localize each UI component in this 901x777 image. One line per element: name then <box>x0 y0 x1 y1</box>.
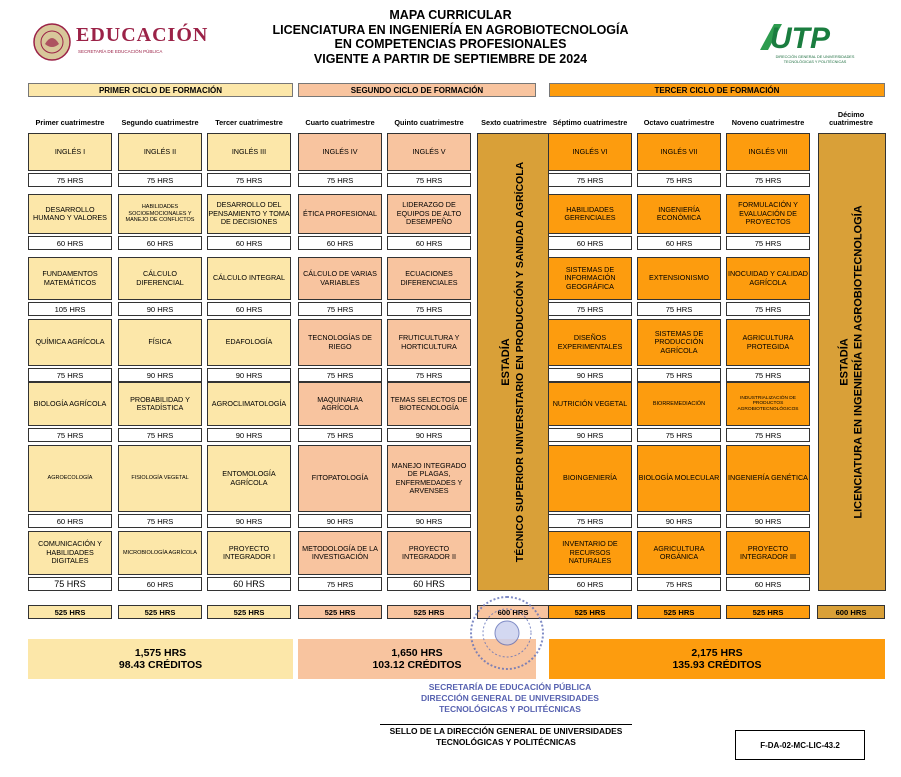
course-box: BIOINGENIERÍA <box>548 445 632 512</box>
stamp-line-1: SECRETARÍA DE EDUCACIÓN PÚBLICA <box>428 682 592 692</box>
course-box: LIDERAZGO DE EQUIPOS DE ALTO DESEMPEÑO <box>387 194 471 234</box>
course-hours: 75 HRS <box>548 514 632 528</box>
cycle-1-hours: 1,575 HRS <box>134 647 187 659</box>
course-box: INGLÉS II <box>118 133 202 171</box>
course-hours: 75 HRS <box>637 577 721 591</box>
course-hours: 60 HRS <box>28 514 112 528</box>
estadia-sixth-text: TÉCNICO SUPERIOR UNIVERSITARIO EN PRODUCCIÓN Y SANIDAD AGRÍCOLA <box>514 161 526 563</box>
course-hours: 75 HRS <box>207 173 291 187</box>
course-box: DESARROLLO HUMANO Y VALORES <box>28 194 112 234</box>
course-box: MANEJO INTEGRADO DE PLAGAS, ENFERMEDADES Y ARVENSES <box>387 445 471 512</box>
course-box: EXTENSIONISMO <box>637 257 721 300</box>
course-box: CÁLCULO INTEGRAL <box>207 257 291 300</box>
course-box: ENTOMOLOGÍA AGRÍCOLA <box>207 445 291 512</box>
cycle-3-hours: 2,175 HRS <box>691 647 743 659</box>
total-col-4: 525 HRS <box>298 605 382 619</box>
course-hours: 60 HRS <box>387 577 471 591</box>
utp-logo-subtext: DIRECCIÓN GENERAL DE UNIVERSIDADES TECNOLÓGICAS Y POLITÉCNICAS <box>775 55 855 64</box>
course-hours: 105 HRS <box>28 302 112 316</box>
course-hours: 60 HRS <box>548 577 632 591</box>
course-box: FRUTICULTURA Y HORTICULTURA <box>387 319 471 366</box>
course-hours: 60 HRS <box>298 236 382 250</box>
total-col-8: 525 HRS <box>637 605 721 619</box>
course-hours: 90 HRS <box>207 368 291 382</box>
course-box: INGLÉS VII <box>637 133 721 171</box>
course-box: QUÍMICA AGRÍCOLA <box>28 319 112 366</box>
course-box: CÁLCULO DE VARIAS VARIABLES <box>298 257 382 300</box>
cycle-3-header: TERCER CICLO DE FORMACIÓN <box>549 83 885 97</box>
cycle-2-credits: 103.12 CRÉDITOS <box>372 659 462 671</box>
total-col-1: 525 HRS <box>28 605 112 619</box>
course-hours: 60 HRS <box>726 577 810 591</box>
course-box: INGLÉS I <box>28 133 112 171</box>
total-col-10: 600 HRS <box>817 605 885 619</box>
course-hours: 75 HRS <box>298 428 382 442</box>
course-box: ÉTICA PROFESIONAL <box>298 194 382 234</box>
course-box: PROYECTO INTEGRADOR II <box>387 531 471 575</box>
col-header-3: Tercer cuatrimestre <box>215 118 283 127</box>
course-box: TECNOLOGÍAS DE RIEGO <box>298 319 382 366</box>
document-code: F-DA-02-MC-LIC-43.2 <box>735 730 865 760</box>
col-header-8: Octavo cuatrimestre <box>643 118 715 127</box>
course-hours: 90 HRS <box>726 514 810 528</box>
estadia-tenth-text: LICENCIATURA EN INGENIERÍA EN AGROBIOTECNOLOGÍA <box>853 205 865 519</box>
page-title <box>230 8 671 66</box>
sep-logo <box>32 22 209 66</box>
total-col-5: 525 HRS <box>387 605 471 619</box>
course-box: AGROECOLOGÍA <box>28 445 112 512</box>
stamp-emblem-icon <box>472 598 542 668</box>
col-header-9: Noveno cuatrimestre <box>731 118 805 127</box>
course-box: FISIOLOGÍA VEGETAL <box>118 445 202 512</box>
course-hours: 75 HRS <box>637 173 721 187</box>
estadia-tenth <box>818 133 886 591</box>
total-col-2: 525 HRS <box>118 605 202 619</box>
course-box: DESARROLLO DEL PENSAMIENTO Y TOMA DE DECISIONES <box>207 194 291 234</box>
course-hours: 60 HRS <box>637 236 721 250</box>
course-box: INGLÉS V <box>387 133 471 171</box>
course-box: ECUACIONES DIFERENCIALES <box>387 257 471 300</box>
total-col-6: 600 HRS <box>477 605 549 619</box>
stamp-line-2: DIRECCIÓN GENERAL DE UNIVERSIDADES <box>421 693 599 703</box>
course-box: AGRICULTURA PROTEGIDA <box>726 319 810 366</box>
course-hours: 60 HRS <box>387 236 471 250</box>
course-box: INGLÉS IV <box>298 133 382 171</box>
total-col-7: 525 HRS <box>548 605 632 619</box>
seal-caption: SELLO DE LA DIRECCIÓN GENERAL DE UNIVERSIDADES TECNOLÓGICAS Y POLITÉCNICAS <box>380 724 632 748</box>
course-hours: 75 HRS <box>118 173 202 187</box>
course-hours: 75 HRS <box>28 428 112 442</box>
course-box: INVENTARIO DE RECURSOS NATURALES <box>548 531 632 575</box>
estadia-tenth-label: ESTADÍA <box>839 338 851 386</box>
course-hours: 75 HRS <box>298 368 382 382</box>
estadia-sixth <box>477 133 549 591</box>
course-box: COMUNICACIÓN Y HABILIDADES DIGITALES <box>28 531 112 575</box>
course-box: TEMAS SELECTOS DE BIOTECNOLOGÍA <box>387 382 471 426</box>
course-box: INGENIERÍA ECONÓMICA <box>637 194 721 234</box>
stamp-line-3: TECNOLÓGICAS Y POLITÉCNICAS <box>439 704 581 714</box>
course-box: SISTEMAS DE PRODUCCIÓN AGRÍCOLA <box>637 319 721 366</box>
course-hours: 90 HRS <box>298 514 382 528</box>
course-hours: 75 HRS <box>28 368 112 382</box>
col-header-10: Décimo cuatrimestre <box>829 110 873 127</box>
course-box: HABILIDADES GERENCIALES <box>548 194 632 234</box>
course-box: AGRICULTURA ORGÁNICA <box>637 531 721 575</box>
total-col-3: 525 HRS <box>207 605 291 619</box>
course-hours: 60 HRS <box>28 236 112 250</box>
course-box: BIOLOGÍA AGRÍCOLA <box>28 382 112 426</box>
course-box: FUNDAMENTOS MATEMÁTICOS <box>28 257 112 300</box>
course-hours: 75 HRS <box>298 173 382 187</box>
course-hours: 75 HRS <box>387 368 471 382</box>
course-hours: 75 HRS <box>726 173 810 187</box>
cycle-2-hours: 1,650 HRS <box>391 647 443 659</box>
course-box: MAQUINARIA AGRÍCOLA <box>298 382 382 426</box>
sep-logo-subtext: SECRETARÍA DE EDUCACIÓN PÚBLICA <box>78 49 163 54</box>
cycle-1-summary <box>28 639 293 679</box>
course-hours: 75 HRS <box>548 173 632 187</box>
course-box: PROBABILIDAD Y ESTADÍSTICA <box>118 382 202 426</box>
col-header-1: Primer cuatrimestre <box>35 118 105 127</box>
course-hours: 90 HRS <box>387 428 471 442</box>
course-hours: 75 HRS <box>118 514 202 528</box>
course-hours: 75 HRS <box>637 428 721 442</box>
course-hours: 75 HRS <box>28 173 112 187</box>
col-header-4: Cuarto cuatrimestre <box>305 118 375 127</box>
sep-emblem-icon <box>32 22 72 62</box>
course-hours: 75 HRS <box>298 577 382 591</box>
title-line-3: EN COMPETENCIAS PROFESIONALES <box>334 37 567 51</box>
course-hours: 75 HRS <box>726 302 810 316</box>
cycle-3-summary <box>549 639 885 679</box>
estadia-sixth-label: ESTADÍA <box>500 338 512 386</box>
title-line-4: VIGENTE A PARTIR DE SEPTIEMBRE DE 2024 <box>313 51 588 66</box>
course-hours: 60 HRS <box>207 236 291 250</box>
course-hours: 75 HRS <box>298 302 382 316</box>
course-box: PROYECTO INTEGRADOR I <box>207 531 291 575</box>
course-box: NUTRICIÓN VEGETAL <box>548 382 632 426</box>
col-header-2: Segundo cuatrimestre <box>121 118 199 127</box>
course-box: FITOPATOLOGÍA <box>298 445 382 512</box>
course-box: HABILIDADES SOCIOEMOCIONALES Y MANEJO DE CONFLICTOS <box>118 194 202 234</box>
col-header-5: Quinto cuatrimestre <box>394 118 464 127</box>
course-box: SISTEMAS DE INFORMACIÓN GEOGRÁFICA <box>548 257 632 300</box>
course-hours: 90 HRS <box>207 428 291 442</box>
course-box: FÍSICA <box>118 319 202 366</box>
course-box: FORMULACIÓN Y EVALUACIÓN DE PROYECTOS <box>726 194 810 234</box>
course-hours: 60 HRS <box>548 236 632 250</box>
total-col-9: 525 HRS <box>726 605 810 619</box>
course-box: INGLÉS VIII <box>726 133 810 171</box>
course-hours: 60 HRS <box>207 302 291 316</box>
official-stamp-icon <box>470 596 544 670</box>
col-header-7: Séptimo cuatrimestre <box>552 118 628 127</box>
cycle-1-credits: 98.43 CRÉDITOS <box>118 659 203 671</box>
course-hours: 90 HRS <box>118 368 202 382</box>
stamp-text <box>400 682 620 715</box>
course-hours: 90 HRS <box>548 368 632 382</box>
cycle-2-header: SEGUNDO CICLO DE FORMACIÓN <box>298 83 536 97</box>
course-hours: 75 HRS <box>387 302 471 316</box>
course-hours: 75 HRS <box>387 173 471 187</box>
course-box: INGLÉS VI <box>548 133 632 171</box>
course-box: DISEÑOS EXPERIMENTALES <box>548 319 632 366</box>
sep-logo-text: EDUCACIÓN <box>76 24 209 46</box>
course-hours: 90 HRS <box>548 428 632 442</box>
course-hours: 75 HRS <box>637 302 721 316</box>
course-box: INGENIERÍA GENÉTICA <box>726 445 810 512</box>
title-line-1: MAPA CURRICULAR <box>389 8 512 22</box>
course-box: CÁLCULO DIFERENCIAL <box>118 257 202 300</box>
title-line-2: LICENCIATURA EN INGENIERÍA EN AGROBIOTECNOLOGÍA <box>272 22 629 37</box>
course-box: MICROBIOLOGÍA AGRÍCOLA <box>118 531 202 575</box>
course-box: AGROCLIMATOLOGÍA <box>207 382 291 426</box>
course-hours: 90 HRS <box>387 514 471 528</box>
course-box: INDUSTRIALIZACIÓN DE PRODUCTOS AGROBIOTECNOLÓGICOS <box>726 382 810 426</box>
utp-logo-text: UTP <box>770 22 830 54</box>
utp-logo <box>752 20 867 74</box>
col-header-6: Sexto cuatrimestre <box>481 118 547 127</box>
course-box: INOCUIDAD Y CALIDAD AGRÍCOLA <box>726 257 810 300</box>
course-box: BIOLOGÍA MOLECULAR <box>637 445 721 512</box>
course-box: INGLÉS III <box>207 133 291 171</box>
course-hours: 90 HRS <box>118 302 202 316</box>
course-hours: 75 HRS <box>28 577 112 591</box>
course-hours: 90 HRS <box>207 514 291 528</box>
course-hours: 75 HRS <box>548 302 632 316</box>
course-hours: 75 HRS <box>726 368 810 382</box>
utp-logo-icon <box>752 20 862 54</box>
course-hours: 75 HRS <box>726 236 810 250</box>
cycle-3-credits: 135.93 CRÉDITOS <box>672 659 762 671</box>
course-hours: 60 HRS <box>118 577 202 591</box>
course-hours: 90 HRS <box>637 514 721 528</box>
course-box: BIORREMEDIACIÓN <box>637 382 721 426</box>
course-hours: 60 HRS <box>207 577 291 591</box>
course-hours: 75 HRS <box>118 428 202 442</box>
course-box: PROYECTO INTEGRADOR III <box>726 531 810 575</box>
course-hours: 60 HRS <box>118 236 202 250</box>
course-hours: 75 HRS <box>637 368 721 382</box>
cycle-1-header: PRIMER CICLO DE FORMACIÓN <box>28 83 293 97</box>
course-box: METODOLOGÍA DE LA INVESTIGACIÓN <box>298 531 382 575</box>
course-box: EDAFOLOGÍA <box>207 319 291 366</box>
course-hours: 75 HRS <box>726 428 810 442</box>
